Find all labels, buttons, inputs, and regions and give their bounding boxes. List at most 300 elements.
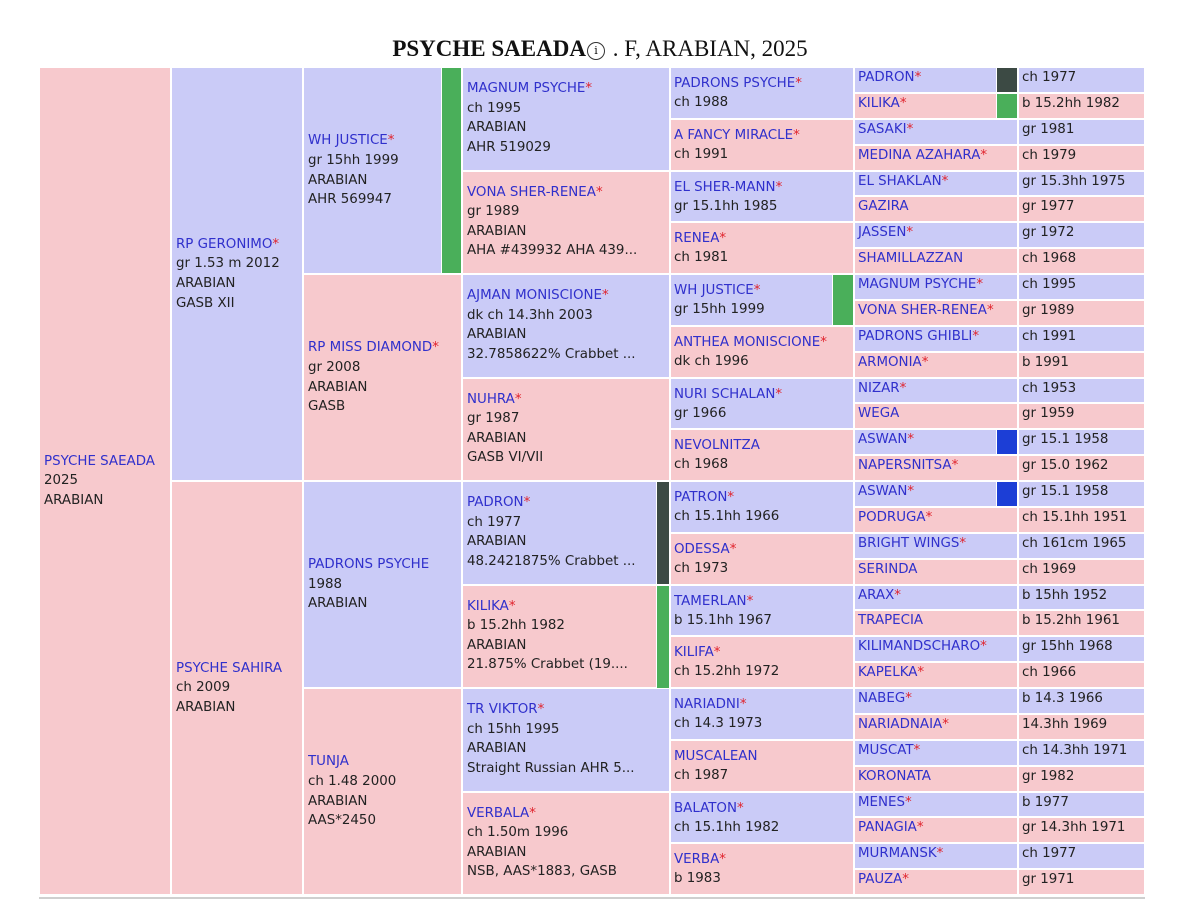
horse-detail-line: b 1983 — [674, 871, 721, 887]
horse-detail-line: gr 1987 — [467, 411, 520, 427]
horse-name-link[interactable] — [674, 852, 726, 867]
gen5-detail-cell: gr 15.3hh 1975 — [1018, 171, 1145, 197]
registered-star-icon: * — [905, 794, 912, 810]
gen5-name-cell — [854, 455, 1018, 481]
horse-detail-line: ARABIAN — [308, 172, 368, 188]
gen5-detail-cell: gr 15.1 1958 — [1018, 481, 1145, 507]
horse-detail-line: ARABIAN — [308, 379, 368, 395]
horse-name-row — [467, 700, 665, 720]
horse-name-link[interactable] — [858, 743, 920, 758]
registered-star-icon: * — [585, 81, 593, 96]
gen1-cell-content — [176, 485, 298, 891]
gen5-name-cell — [854, 585, 1018, 611]
horse-name-link[interactable] — [674, 335, 827, 350]
horse-detail-line: dk ch 1996 — [674, 353, 749, 369]
registered-star-icon: * — [894, 587, 901, 603]
linebreeding-marker — [996, 67, 1018, 93]
gen3-cell — [462, 274, 670, 378]
horse-name-link[interactable] — [858, 536, 966, 551]
horse-name-link[interactable] — [858, 484, 914, 499]
horse-name-row — [674, 229, 850, 248]
horse-name-link[interactable] — [674, 76, 802, 91]
horse-detail-line: ch 1977 — [467, 514, 522, 530]
horse-detail-line: b 15.2hh 1982 — [467, 618, 565, 634]
horse-detail-line: ch 1981 — [674, 250, 729, 266]
horse-name-link-text: KILIKA — [858, 95, 900, 111]
horse-name-link[interactable] — [674, 231, 726, 246]
registered-star-icon: * — [529, 805, 536, 821]
linebreeding-marker — [656, 481, 670, 585]
registered-star-icon: * — [902, 872, 909, 888]
horse-name-link-text: ODESSA — [674, 541, 730, 557]
gen3-cell-content — [467, 175, 665, 261]
gen5-detail-cell: b 15.2hh 1961 — [1018, 610, 1145, 636]
gen2-cell — [303, 274, 462, 481]
horse-detail-line: ch 1.50m 1996 — [467, 825, 569, 841]
gen5-name-cell — [854, 119, 1018, 145]
horse-name-link-text: RP GERONIMO — [176, 236, 273, 252]
registered-star-icon: * — [936, 846, 944, 862]
horse-name-link-text: ARMONIA — [858, 354, 922, 370]
horse-name-link[interactable] — [858, 510, 932, 525]
horse-name-link[interactable] — [858, 588, 901, 603]
horse-name-row — [467, 286, 665, 306]
registered-star-icon: * — [972, 328, 980, 344]
gen5-name-cell — [854, 792, 1018, 818]
horse-name-row — [674, 488, 850, 507]
horse-name-link[interactable] — [674, 749, 757, 764]
gen5-name-cell — [854, 610, 1018, 636]
horse-name-link-text: PSYCHE SAHIRA — [176, 660, 283, 676]
title-horse-name: PSYCHE SAEADA — [392, 36, 586, 61]
horse-detail-line: ch 15.1hh 1982 — [674, 819, 780, 835]
gen5-name-cell — [854, 403, 1018, 429]
gen5-detail-cell: ch 1968 — [1018, 248, 1145, 274]
gen5-name-cell — [854, 300, 1018, 326]
horse-name-link[interactable] — [858, 795, 912, 810]
horse-name-link-text: BRIGHT WINGS — [858, 535, 960, 551]
registered-star-icon: * — [906, 225, 914, 241]
gen4-cell — [670, 585, 854, 637]
registered-star-icon: * — [753, 283, 761, 298]
registered-star-icon: * — [925, 509, 933, 525]
horse-name-link[interactable] — [674, 490, 734, 505]
subject-horse-name[interactable]: PSYCHE SAEADA — [44, 453, 155, 469]
horse-name-link-text: KORONATA — [858, 768, 931, 784]
gen2-cell — [303, 481, 462, 688]
horse-name-link[interactable] — [858, 639, 987, 654]
horse-name-link[interactable] — [467, 495, 530, 510]
horse-name-link[interactable] — [858, 225, 913, 240]
registered-star-icon: * — [906, 121, 914, 137]
gen4-cell — [670, 171, 854, 223]
horse-detail-line: gr 1989 — [467, 204, 520, 220]
horse-name-link[interactable] — [674, 542, 736, 557]
gen3-cell — [462, 481, 670, 585]
registered-star-icon: * — [959, 535, 967, 551]
gen5-name-cell — [854, 559, 1018, 585]
gen5-name-cell — [854, 481, 1018, 507]
gen5-name-cell — [854, 429, 1018, 455]
gen2-cell-content — [308, 485, 457, 684]
registered-star-icon: * — [980, 147, 988, 163]
horse-detail-line: ch 1968 — [674, 457, 729, 473]
registered-star-icon: * — [508, 598, 516, 614]
horse-name-link-text: TR VIKTOR — [467, 702, 538, 717]
registered-star-icon: * — [537, 702, 545, 717]
horse-detail-line: NSB, AAS*1883, GASB — [467, 864, 617, 880]
horse-name-link[interactable] — [308, 340, 439, 355]
horse-detail-line: ch 1987 — [674, 767, 729, 783]
horse-name-link-text: PADRONS PSYCHE — [674, 76, 796, 91]
horse-name-link-text: KILIMANDSCHARO — [858, 639, 981, 655]
gen5-name-cell — [854, 869, 1018, 895]
horse-name-link-text: ANTHEA MONISCIONE — [674, 334, 821, 350]
horse-name-link[interactable] — [674, 801, 744, 816]
horse-name-link[interactable] — [858, 303, 994, 318]
horse-name-link-text: NARIADNAIA — [858, 716, 943, 732]
horse-name-link-text: NURI SCHALAN — [674, 386, 776, 402]
horse-name-link[interactable] — [858, 70, 921, 85]
gen5-name-cell — [854, 766, 1018, 792]
gen5-name-cell — [854, 378, 1018, 404]
horse-name-link-text: AJMAN MONISCIONE — [467, 288, 602, 303]
horse-name-link[interactable] — [467, 599, 516, 614]
horse-detail-line: ch 1991 — [674, 146, 729, 162]
horse-name-link[interactable] — [858, 613, 923, 628]
gen5-detail-cell: gr 1959 — [1018, 403, 1145, 429]
horse-name-row — [674, 592, 850, 611]
registered-star-icon: * — [914, 70, 922, 85]
horse-name-link[interactable] — [858, 846, 943, 861]
horse-name-link[interactable] — [176, 661, 282, 676]
gen5-name-cell — [854, 67, 1018, 93]
gen5-name-cell — [854, 352, 1018, 378]
horse-name-link[interactable] — [674, 438, 760, 453]
horse-name-link-text: MAGNUM PSYCHE — [467, 81, 586, 96]
horse-detail-line: ARABIAN — [467, 223, 527, 239]
horse-detail-line: ARABIAN — [467, 637, 527, 653]
gen4-cell — [670, 67, 854, 119]
horse-name-row — [674, 643, 850, 662]
subject-cell-content — [44, 71, 166, 891]
horse-name-link[interactable] — [858, 148, 987, 163]
gen5-name-cell — [854, 507, 1018, 533]
horse-name-link[interactable] — [674, 387, 782, 402]
horse-detail-line: gr 2008 — [308, 359, 361, 375]
registered-star-icon: * — [523, 495, 531, 510]
horse-name-row — [674, 799, 850, 818]
horse-name-link[interactable] — [674, 180, 782, 195]
horse-name-link-text: NABEG — [858, 691, 906, 706]
horse-name-row — [674, 385, 850, 404]
gen5-detail-cell: ch 15.1hh 1951 — [1018, 507, 1145, 533]
horse-name-row — [176, 659, 298, 679]
horse-detail-line: ch 1995 — [467, 100, 522, 116]
gen3-cell-content — [467, 692, 665, 778]
gen5-detail-cell: gr 15.1 1958 — [1018, 429, 1145, 455]
gen5-name-cell — [854, 274, 1018, 300]
horse-name-link-text: PANAGIA — [858, 820, 917, 836]
page-title — [0, 36, 1200, 62]
horse-name-link[interactable] — [858, 381, 906, 396]
horse-name-link[interactable] — [858, 355, 928, 370]
horse-name-row — [467, 804, 665, 824]
horse-name-link-text: RENEA — [674, 231, 720, 247]
registered-star-icon: * — [727, 490, 735, 505]
horse-name-link[interactable] — [674, 645, 720, 660]
registered-star-icon: * — [913, 742, 921, 758]
gen5-detail-cell: gr 1972 — [1018, 222, 1145, 248]
horse-detail-line: b 15.1hh 1967 — [674, 612, 772, 628]
horse-name-link-text: PATRON — [674, 490, 728, 505]
registered-star-icon: * — [775, 386, 783, 402]
horse-detail-line: 1988 — [308, 576, 343, 592]
horse-name-link[interactable] — [858, 432, 914, 447]
horse-name-link[interactable] — [858, 691, 912, 706]
gen5-detail-cell: gr 1981 — [1018, 119, 1145, 145]
gen5-detail-cell: b 1977 — [1018, 792, 1145, 818]
gen5-detail-cell: gr 15.0 1962 — [1018, 455, 1145, 481]
horse-name-link-text: GAZIRA — [858, 199, 909, 215]
horse-name-link[interactable] — [858, 122, 913, 137]
registered-star-icon: * — [980, 639, 987, 655]
horse-name-link-text: WH JUSTICE — [308, 133, 388, 149]
horse-name-link-text: TRAPECIA — [858, 613, 924, 629]
horse-name-row — [674, 540, 850, 559]
registered-star-icon: * — [514, 391, 522, 407]
horse-name-row — [674, 850, 850, 869]
horse-name-link-text: PAUZA — [858, 872, 903, 888]
horse-detail-line: gr 15.1hh 1985 — [674, 198, 778, 214]
horse-name-row — [674, 333, 850, 352]
horse-name-link-text: VONA SHER-RENEA — [858, 302, 987, 318]
pedigree-chart — [39, 67, 1145, 895]
horse-detail-line: ARABIAN — [467, 741, 527, 757]
registered-star-icon: * — [941, 173, 949, 189]
horse-name-link[interactable] — [467, 702, 544, 717]
horse-name-link[interactable] — [858, 251, 963, 266]
registered-star-icon: * — [775, 179, 783, 195]
horse-name-link-text: PADRONS GHIBLI — [858, 328, 973, 344]
horse-name-link-text: NIZAR — [858, 380, 900, 396]
info-icon[interactable]: i — [587, 42, 605, 60]
horse-detail-line: ARABIAN — [467, 120, 527, 136]
horse-detail-line: ARABIAN — [467, 534, 527, 550]
horse-name-link[interactable] — [467, 288, 609, 303]
horse-name-link[interactable] — [858, 820, 924, 835]
gen5-detail-cell: gr 1971 — [1018, 869, 1145, 895]
horse-name-link[interactable] — [467, 81, 592, 96]
horse-detail-line: ARABIAN — [176, 276, 236, 291]
gen3-cell — [462, 171, 670, 275]
horse-detail-line: AAS*2450 — [308, 813, 376, 829]
registered-star-icon: * — [899, 95, 907, 111]
horse-name-row — [44, 452, 166, 472]
horse-detail-line: ARABIAN — [44, 492, 104, 508]
horse-name-link[interactable] — [308, 557, 429, 572]
horse-name-link-text: MUSCALEAN — [674, 748, 758, 764]
horse-name-link[interactable] — [858, 406, 899, 421]
horse-detail-line: GASB — [308, 399, 346, 415]
horse-name-link-text: VERBA — [674, 852, 720, 868]
registered-star-icon: * — [713, 645, 721, 661]
gen5-detail-cell: ch 1995 — [1018, 274, 1145, 300]
horse-name-link[interactable] — [176, 237, 279, 252]
registered-star-icon: * — [917, 665, 925, 681]
horse-name-link[interactable] — [467, 392, 522, 407]
horse-name-link[interactable] — [674, 283, 760, 298]
gen3-cell-content — [467, 485, 665, 571]
horse-name-row — [674, 178, 850, 197]
horse-name-row — [674, 74, 850, 93]
horse-detail-line: Straight Russian AHR 5... — [467, 760, 635, 776]
horse-name-link[interactable] — [858, 329, 979, 344]
horse-name-row — [674, 126, 850, 145]
horse-detail-line: gr 15hh 1999 — [308, 152, 399, 168]
horse-name-link-text: PODRUGA — [858, 509, 926, 525]
horse-name-row — [674, 747, 850, 766]
horse-name-link[interactable] — [858, 277, 983, 292]
horse-name-link[interactable] — [858, 665, 924, 680]
gen4-cell — [670, 636, 854, 688]
horse-name-link-text: MENES — [858, 794, 905, 810]
registered-star-icon: * — [899, 380, 907, 396]
registered-star-icon: * — [272, 236, 280, 252]
registered-star-icon: * — [942, 716, 949, 732]
horse-name-link-text: SASAKI — [858, 121, 907, 137]
linebreeding-marker — [996, 429, 1018, 455]
registered-star-icon: * — [986, 302, 994, 318]
registered-star-icon: * — [719, 852, 726, 868]
horse-name-link[interactable] — [858, 199, 909, 214]
gen2-cell-content — [308, 71, 457, 270]
horse-name-link-text: RP MISS DIAMOND — [308, 340, 433, 356]
registered-star-icon: * — [921, 354, 929, 370]
horse-detail-line: gr 1.53 m 2012 — [176, 256, 280, 272]
gen3-cell-content — [467, 382, 665, 468]
horse-detail-line: ch 14.3 1973 — [674, 716, 763, 731]
gen5-detail-cell: b 14.3 1966 — [1018, 688, 1145, 714]
horse-name-link-text: NEVOLNITZA — [674, 438, 760, 454]
gen4-cell — [670, 481, 854, 533]
horse-name-link-text: EL SHAKLAN — [858, 173, 942, 189]
gen2-cell-content — [308, 278, 457, 477]
horse-name-row — [674, 436, 850, 455]
horse-name-link-text: MUSCAT — [858, 742, 914, 758]
horse-name-link[interactable] — [308, 754, 349, 769]
horse-name-link-text: ASWAN — [858, 484, 908, 499]
horse-name-link[interactable] — [858, 717, 949, 732]
horse-name-link-text: MURMANSK — [858, 846, 937, 862]
horse-detail-line: ARABIAN — [467, 327, 527, 343]
horse-name-link[interactable] — [858, 562, 917, 577]
horse-name-link-text: KILIKA — [467, 598, 509, 614]
horse-name-link[interactable] — [674, 128, 800, 143]
registered-star-icon: * — [601, 288, 609, 303]
horse-name-link[interactable] — [467, 185, 603, 200]
linebreeding-marker — [832, 274, 854, 326]
gen2-cell — [303, 67, 462, 274]
horse-name-row — [674, 695, 850, 714]
horse-name-link-text: VONA SHER-RENEA — [467, 184, 596, 200]
registered-star-icon: * — [795, 76, 802, 91]
gen5-name-cell — [854, 688, 1018, 714]
horse-name-link[interactable] — [308, 133, 394, 148]
registered-star-icon: * — [976, 277, 984, 292]
horse-name-link[interactable] — [858, 769, 931, 784]
horse-name-link[interactable] — [858, 458, 958, 473]
horse-detail-line: GASB VI/VII — [467, 450, 544, 466]
horse-name-link-text: SHAMILLAZZAN — [858, 251, 964, 267]
horse-detail-line: AHR 519029 — [467, 139, 551, 155]
gen5-name-cell — [854, 740, 1018, 766]
gen5-detail-cell: ch 1979 — [1018, 145, 1145, 171]
registered-star-icon: * — [820, 334, 827, 350]
gen5-name-cell — [854, 533, 1018, 559]
gen5-detail-cell: ch 1991 — [1018, 326, 1145, 352]
horse-detail-line: ch 15.2hh 1972 — [674, 664, 780, 680]
horse-detail-line: 2025 — [44, 473, 79, 489]
gen4-cell — [670, 378, 854, 430]
registered-star-icon: * — [387, 133, 395, 149]
horse-name-link[interactable] — [674, 697, 747, 712]
horse-detail-line: dk ch 14.3hh 2003 — [467, 307, 593, 323]
subject-horse-cell — [39, 67, 171, 895]
horse-detail-line: ch 15hh 1995 — [467, 721, 560, 737]
gen5-detail-cell: gr 1989 — [1018, 300, 1145, 326]
horse-name-row — [467, 493, 665, 513]
gen4-cell — [670, 274, 854, 326]
gen3-cell — [462, 585, 670, 689]
horse-name-link-text: KILIFA — [674, 645, 714, 661]
horse-detail-line: ch 1988 — [674, 95, 729, 110]
horse-name-link[interactable] — [858, 872, 909, 887]
horse-detail-line: AHA #439932 AHA 439... — [467, 243, 638, 259]
horse-name-link[interactable] — [858, 96, 907, 111]
registered-star-icon: * — [432, 340, 439, 356]
gen3-cell — [462, 378, 670, 482]
horse-detail-line: ch 1.48 2000 — [308, 773, 397, 789]
gen2-cell — [303, 688, 462, 895]
gen5-detail-cell: gr 1982 — [1018, 766, 1145, 792]
linebreeding-marker — [996, 481, 1018, 507]
linebreeding-marker — [441, 67, 462, 274]
gen3-cell — [462, 688, 670, 792]
horse-detail-line: ARABIAN — [467, 430, 527, 446]
gen5-detail-cell: ch 1969 — [1018, 559, 1145, 585]
horse-name-link-text: A FANCY MIRACLE — [674, 127, 794, 143]
horse-name-link[interactable] — [858, 174, 948, 189]
horse-name-link[interactable] — [674, 594, 753, 609]
gen5-detail-cell: b 1991 — [1018, 352, 1145, 378]
gen5-detail-cell: gr 15hh 1968 — [1018, 636, 1145, 662]
gen2-cell-content — [308, 692, 457, 891]
linebreeding-marker — [656, 585, 670, 689]
horse-name-link-text: ASWAN — [858, 432, 908, 448]
gen5-name-cell — [854, 714, 1018, 740]
gen5-detail-cell: gr 14.3hh 1971 — [1018, 817, 1145, 843]
horse-name-link[interactable] — [467, 806, 536, 821]
registered-star-icon: * — [746, 593, 754, 609]
gen1-cell — [171, 481, 303, 895]
gen5-detail-cell: ch 14.3hh 1971 — [1018, 740, 1145, 766]
registered-star-icon: * — [739, 697, 747, 712]
horse-name-link-text: NUHRA — [467, 391, 515, 407]
horse-name-row — [467, 183, 665, 203]
horse-name-row — [308, 338, 457, 358]
horse-name-link-text: NAPERSNITSA — [858, 458, 952, 474]
